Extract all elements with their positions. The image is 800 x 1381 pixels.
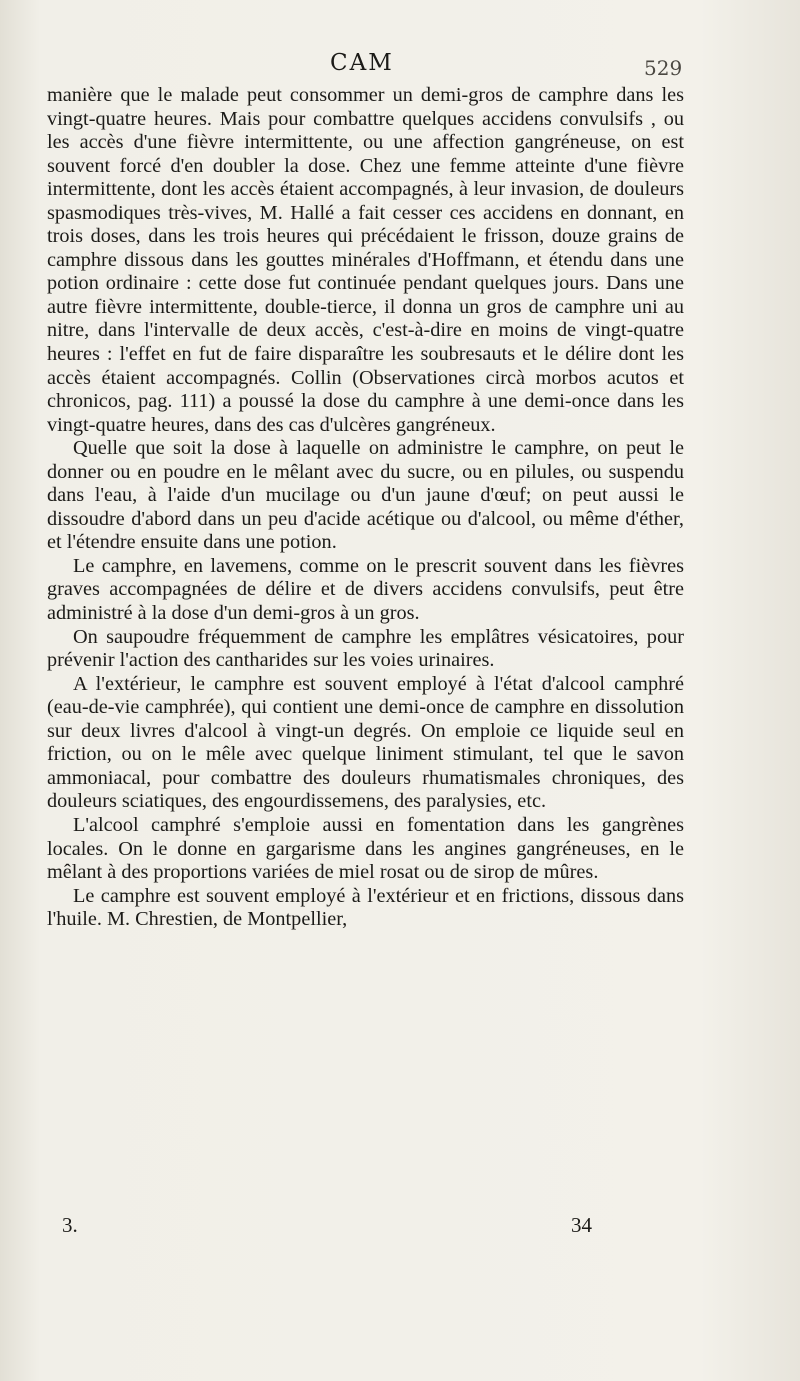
paragraph: Quelle que soit la dose à laquelle on administre le camphre, on peut le donner ou en poudre en le mêlant avec du sucre, ou en pilules, ou suspendu dans l'eau, à l'aide d'un mucilage ou d'un jaune d'œuf; on peut aussi le dissoudre d'abord dans un peu d'acide acétique ou d'alcool, ou même d'éther, et l'étendre ensuite dans une potion. xyxy=(47,437,684,554)
paragraph: L'alcool camphré s'emploie aussi en fomentation dans les gangrènes locales. On le donne en gargarisme dans les angines gangréneuses, en le mêlant à des proportions variées de miel rosat ou de sirop de mûres. xyxy=(47,813,684,884)
body-text xyxy=(47,84,684,932)
page-footer xyxy=(0,1213,800,1239)
signature-mark: 3. xyxy=(62,1213,78,1237)
gathering-number: 34 xyxy=(571,1213,592,1237)
paragraph: manière que le malade peut consommer un demi-gros de camphre dans les vingt-quatre heures. Mais pour combattre quelques accidens convulsifs , ou les accès d'une fièvre intermittente, ou une affection gangréneuse, on est souvent forcé d'en doubler la dose. Chez une femme atteinte d'une fièvre intermittente, dont les accès étaient accompagnés, à leur invasion, de douleurs spasmodiques très-vives, M. Hallé a fait cesser ces accidens en donnant, en trois doses, dans les trois heures qui précédaient le frisson, douze grains de camphre dissous dans les gouttes minérales d'Hoffmann, et étendu dans une potion ordinaire : cette dose fut continuée pendant quelques jours. Dans une autre fièvre intermittente, double-tierce, il donna un gros de camphre uni au nitre, dans l'intervalle de deux accès, c'est-à-dire en moins de vingt-quatre heures : l'effet en fut de faire disparaître les soubresauts et le délire dont les accès étaient accompagnés. Collin (Observationes circà morbos acutos et chronicos, pag. 111) a poussé la dose du camphre à une demi-once dans les vingt-quatre heures, dans des cas d'ulcères gangréneux. xyxy=(47,84,684,436)
running-head: CAM xyxy=(330,50,394,76)
paragraph: Le camphre, en lavemens, comme on le prescrit souvent dans les fièvres graves accompagnées de délire et de divers accidens convulsifs, peut être administré à la dose d'un demi-gros à un gros. xyxy=(47,554,684,625)
paragraph: On saupoudre fréquemment de camphre les emplâtres vésicatoires, pour prévenir l'action des cantharides sur les voies urinaires. xyxy=(47,625,684,672)
paragraph: Le camphre est souvent employé à l'extérieur et en frictions, dissous dans l'huile. M. Chrestien, de Montpellier, xyxy=(47,884,684,931)
paragraph: A l'extérieur, le camphre est souvent employé à l'état d'alcool camphré (eau-de-vie camphrée), qui contient une demi-once de camphre en dissolution sur deux livres d'alcool à vingt-un degrés. On emploie ce liquide seul en friction, ou on le mêle avec quelque liniment stimulant, tel que le savon ammoniacal, pour combattre des douleurs rhumatismales chroniques, des douleurs sciatiques, des engourdissemens, des paralysies, etc. xyxy=(47,672,684,813)
page-header xyxy=(0,50,800,84)
page-number: 529 xyxy=(644,56,683,80)
